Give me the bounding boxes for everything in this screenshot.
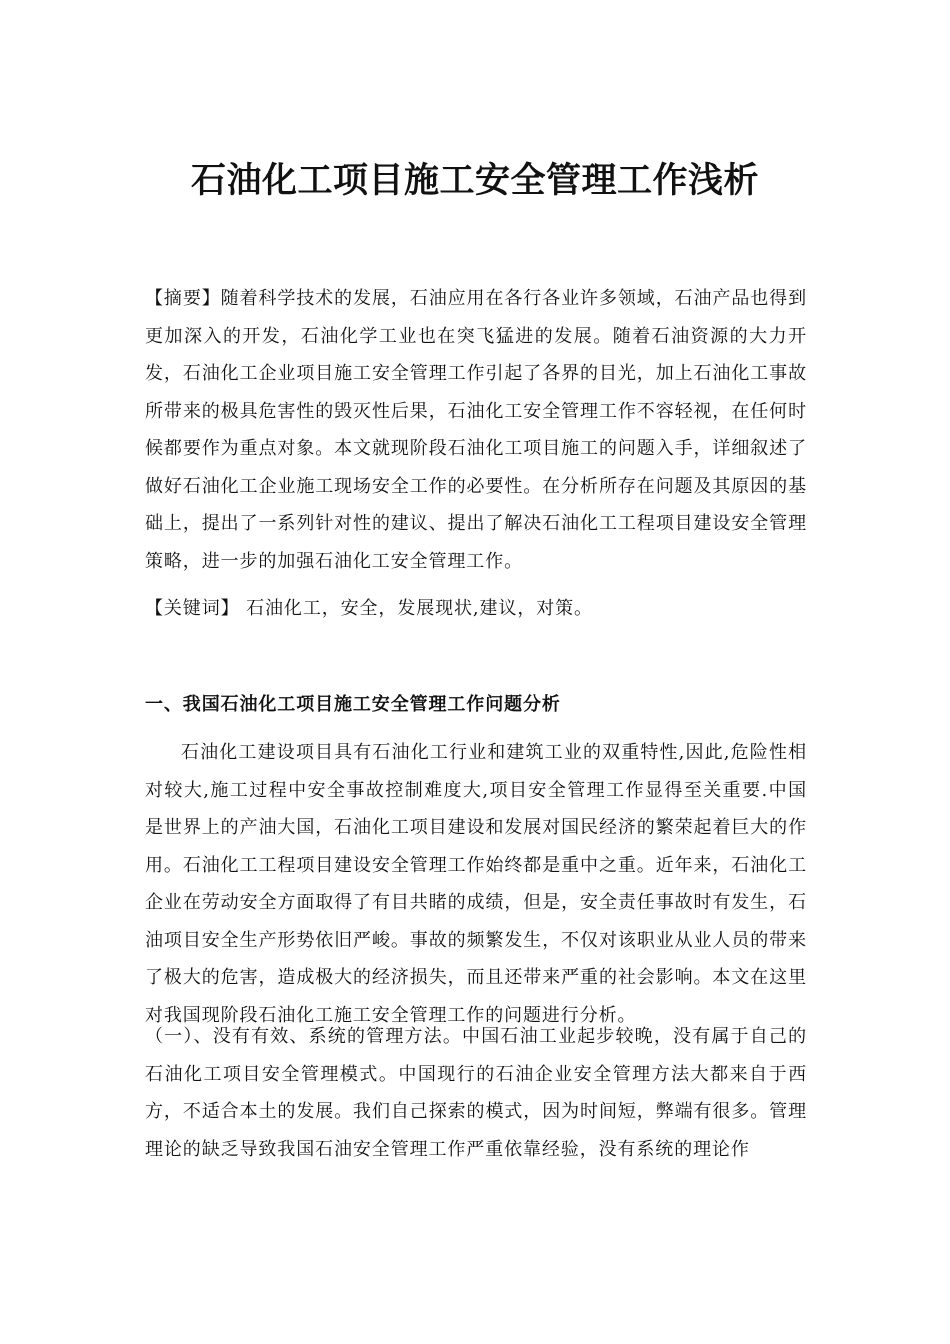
section-paragraph-2: （一）、没有有效、系统的管理方法。中国石油工业起步较晚，没有属于自己的石油化工项目安全管理模式。中国现行的石油企业安全管理方法大都来自于西方，不适合本土的发展。我们自己探索的模式，因为时间短，弊端有很多。管理理论的缺乏导致我国石油安全管理工作严重依靠经验，没有系统的理论作: [145, 1026, 807, 1160]
section-paragraph-1: 石油化工建设项目具有石油化工行业和建筑工业的双重特性,因此,危险性相对较大,施工过程中安全事故控制难度大,项目安全管理工作显得至关重要.中国是世界上的产油大国，石油化工项目建设和发展对国民经济的繁荣起着巨大的作用。石油化工工程项目建设安全管理工作始终都是重中之重。近年来，石油化工企业在劳动安全方面取得了有目共睹的成绩，但是，安全责任事故时有发生，石油项目安全生产形势依旧严峻。事故的频繁发生，不仅对该职业从业人员的带来了极大的危害，造成极大的经济损失，而且还带来严重的社会影响。本文在这里对我国现阶段石油化工施工安全管理工作的问题进行分析。: [145, 742, 807, 1026]
abstract-text: 随着科学技术的发展，石油应用在各行各业许多领域，石油产品也得到更加深入的开发，石油化学工业也在突飞猛进的发展。随着石油资源的大力开发，石油化工企业项目施工安全管理工作引起了各界的目光，加上石油化工事故所带来的极具危害性的毁灭性后果，石油化工安全管理工作不容轻视，在任何时候都要作为重点对象。本文就现阶段石油化工项目施工的问题入手，详细叙述了做好石油化工企业施工现场安全工作的必要性。在分析所存在问题及其原因的基础上，提出了一系列针对性的建议、提出了解决石油化工工程项目建设安全管理策略，进一步的加强石油化工安全管理工作。: [145, 288, 807, 572]
keywords-label: 【关键词】: [145, 598, 240, 619]
keywords-paragraph: [145, 590, 807, 628]
keywords-text: 石油化工，安全，发展现状,建议，对策。: [239, 598, 593, 619]
abstract-label: 【摘要】: [145, 288, 221, 309]
section-heading: 一、我国石油化工项目施工安全管理工作问题分析: [145, 694, 561, 715]
abstract-paragraph: [145, 280, 807, 580]
document-title: 石油化工项目施工安全管理工作浅析: [190, 160, 759, 201]
